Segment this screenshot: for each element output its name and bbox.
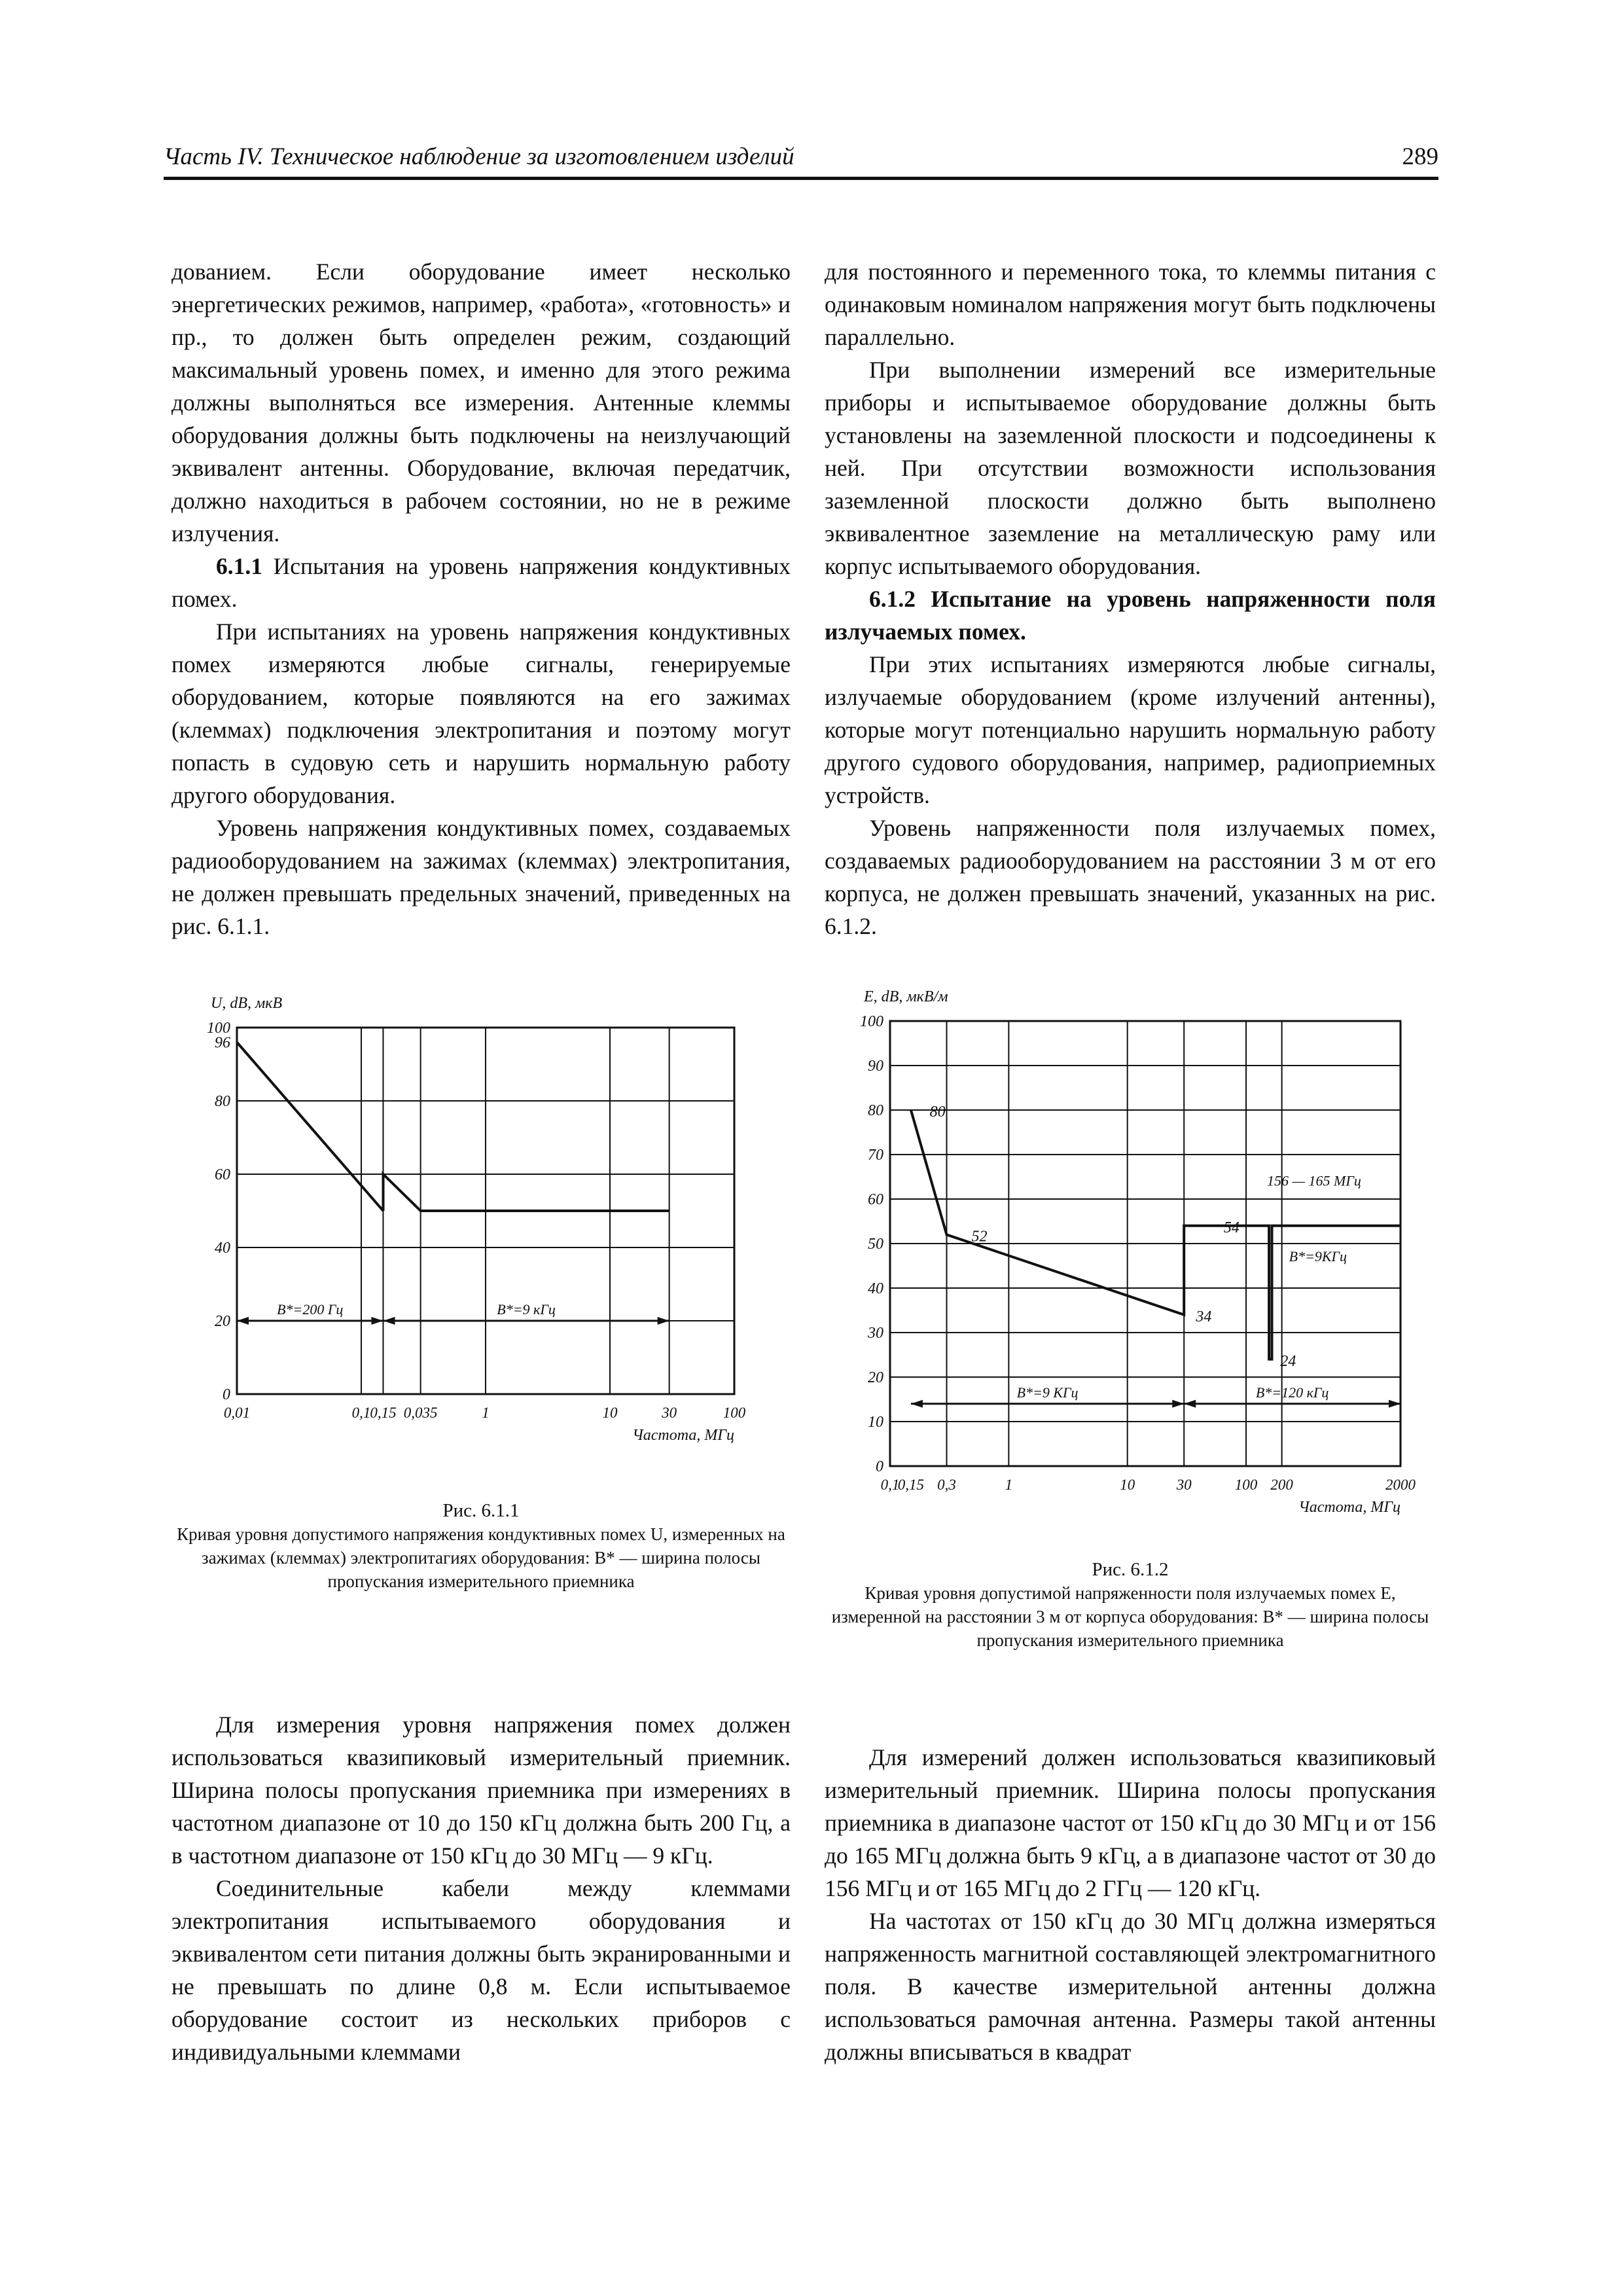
x-axis-label: Частота, МГц	[1298, 1499, 1400, 1516]
x-tick-label: 2000	[1385, 1477, 1416, 1493]
y-tick-label: 80	[215, 1093, 230, 1110]
x-tick-label: 200	[1270, 1477, 1293, 1493]
x-axis-label: Частота, МГц	[632, 1427, 734, 1444]
chart-conducted-emissions	[171, 982, 791, 1479]
x-tick-label: 0,1	[351, 1405, 371, 1421]
paragraph: При испытаниях на уровень напряжения кондуктивных помех измеряются любые сигналы, генерируемые оборудованием, которые появляются на его зажимах (клеммах) подключения электропитания и поэтому могут попасть в судовую сеть и нарушить нормальную работу другого оборудования.	[171, 619, 791, 808]
y-tick-label: 90	[868, 1058, 883, 1075]
y-tick-label: 30	[868, 1325, 883, 1342]
paragraph: Для измерений должен использоваться квазипиковый измерительный приемник. Ширина полосы пропускания приемника в диапазоне частот от 150 кГц до 30 МГц и от 156 до 165 МГц должна быть 9 кГц, а в диапазоне частот от 30 до 156 МГц и от 165 МГц до 2 ГГц — 120 кГц.	[825, 1744, 1436, 1901]
paragraph: При этих испытаниях измеряются любые сигналы, излучаемые оборудованием (кроме излучений антенны), которые могут потенциально нарушить нормальную работу другого судового оборудования, например, радиоприемных устройств.	[825, 651, 1436, 808]
y-tick-label: 0	[876, 1458, 883, 1475]
x-tick-label: 0,1	[880, 1477, 900, 1493]
annotation: 156 — 165 МГц	[1266, 1172, 1361, 1189]
section-number: 6.1.1	[216, 553, 262, 579]
section-heading-6-1-2	[825, 583, 1436, 648]
figure-number: Рис. 6.1.2	[1092, 1559, 1169, 1580]
x-tick-label: 30	[1176, 1477, 1192, 1493]
x-tick-label: 10	[602, 1405, 618, 1421]
x-tick-label: 30	[662, 1405, 677, 1421]
limit-curve	[383, 1174, 669, 1211]
arrow-head	[658, 1317, 669, 1325]
x-tick-label: 1	[482, 1405, 490, 1421]
figure-6-1-2-caption	[825, 1558, 1436, 1652]
arrow-head	[237, 1317, 249, 1325]
figure-6-1-2	[825, 982, 1436, 1541]
point-label: 34	[1196, 1308, 1212, 1325]
y-tick-label: 60	[215, 1166, 230, 1183]
left-column-top	[171, 255, 791, 942]
arrow-head	[1184, 1400, 1196, 1408]
paragraph: Уровень напряженности поля излучаемых помех, создаваемых радиооборудованием на расстоянии 3 м от его корпуса, не должен превышать значений, указанных на рис. 6.1.2.	[825, 815, 1436, 939]
arrow-head	[371, 1317, 383, 1325]
y-tick-label: 60	[868, 1191, 883, 1208]
point-label: 80	[929, 1103, 946, 1121]
figure-6-1-1-caption	[171, 1499, 791, 1593]
y-tick-label: 100	[860, 1013, 883, 1030]
chart-radiated-emissions	[825, 982, 1436, 1538]
point-label: 52	[971, 1228, 988, 1246]
y-tick-label: 70	[868, 1147, 883, 1164]
section-title: Испытания на уровень напряжения кондуктивных помех.	[171, 553, 791, 612]
x-tick-label: 1	[1005, 1477, 1013, 1493]
running-header	[164, 143, 1438, 180]
bandwidth-label: B*=9 кГц	[497, 1301, 556, 1318]
section-heading-6-1-1	[171, 550, 791, 615]
bandwidth-label: B*=200 Гц	[277, 1301, 344, 1318]
figure-6-1-1	[171, 982, 791, 1482]
x-tick-label: 10	[1120, 1477, 1135, 1493]
figure-number: Рис. 6.1.1	[442, 1500, 520, 1521]
x-tick-label: 0,01	[223, 1405, 251, 1421]
x-tick-label: 100	[722, 1405, 746, 1421]
x-tick-label: 100	[1234, 1477, 1258, 1493]
arrow-head	[1389, 1400, 1400, 1408]
arrow-head	[1172, 1400, 1184, 1408]
y-tick-label: 50	[868, 1236, 883, 1253]
y-tick-label: 20	[215, 1313, 230, 1330]
y-tick-label: 40	[868, 1280, 883, 1297]
paragraph: На частотах от 150 кГц до 30 МГц должна измеряться напряженность магнитной составляющей электромагнитного поля. В качестве измерительной антенны должна использоваться рамочная антенна. Размеры такой антенны должны вписываться в квадрат	[825, 1908, 1436, 2065]
bandwidth-label: B*=9 КГц	[1016, 1384, 1079, 1401]
arrow-head	[911, 1400, 923, 1408]
y-tick-label: 96	[215, 1034, 230, 1052]
figure-caption-text: Кривая уровня допустимой напряженности поля излучаемых помех E, измеренной на расстоянии 3 м от корпуса оборудования: B* — ширина полосы пропускания измерительного приемника	[831, 1583, 1429, 1650]
y-tick-label: 20	[868, 1369, 883, 1386]
y-tick-label: 0	[223, 1386, 230, 1403]
right-column-top	[825, 255, 1436, 942]
y-axis-label: U, dB, мкВ	[211, 995, 283, 1012]
y-tick-label: 40	[215, 1240, 230, 1257]
x-tick-label: 0,15	[897, 1477, 925, 1493]
arrow-head	[383, 1317, 395, 1325]
y-tick-label: 10	[868, 1414, 883, 1431]
paragraph: дованием. Если оборудование имеет несколько энергетических режимов, например, «работа», «готовность» и пр., то должен быть определен режим, создающий максимальный уровень помех, и именно для этого режима должны выполняться все измерения. Антенные клеммы оборудования должны быть подключены на неизлучающий эквивалент антенны. Оборудование, включая передатчик, должно находиться в рабочем состоянии, но не в режиме излучения.	[171, 259, 791, 547]
paragraph: Соединительные кабели между клеммами электропитания испытываемого оборудования и эквивалентом сети питания должны быть экранированными и не превышать по длине 0,8 м. Если испытываемое оборудование состоит из нескольких приборов с индивидуальными клеммами	[171, 1875, 791, 2065]
x-tick-label: 0,3	[937, 1477, 956, 1493]
y-axis-label: E, dB, мкВ/м	[864, 988, 948, 1005]
paragraph: для постоянного и переменного тока, то клеммы питания с одинаковым номиналом напряжения могут быть подключены параллельно.	[825, 259, 1436, 350]
x-tick-label: 0,035	[403, 1405, 438, 1421]
x-tick-label: 0,15	[370, 1405, 397, 1421]
section-title: Испытание на уровень напряженности поля излучаемых помех.	[825, 586, 1436, 645]
section-number: 6.1.2	[869, 586, 916, 612]
y-tick-label: 80	[868, 1102, 883, 1119]
left-column-bottom	[171, 1708, 791, 2068]
right-column-bottom	[825, 1741, 1436, 2068]
point-label: 54	[1223, 1219, 1240, 1236]
running-title: Часть IV. Техническое наблюдение за изготовлением изделий	[164, 143, 794, 170]
point-label: 24	[1280, 1352, 1296, 1370]
bandwidth-label: B*=120 кГц	[1255, 1384, 1329, 1401]
paragraph: При выполнении измерений все измерительные приборы и испытываемое оборудование должны быть установлены на заземленной плоскости и подсоединены к ней. При отсутствии возможности использования заземленной плоскости должно быть выполнено эквивалентное заземление на металлическую раму или корпус испытываемого оборудования.	[825, 357, 1436, 579]
paragraph: Для измерения уровня напряжения помех должен использоваться квазипиковый измерительный приемник. Ширина полосы пропускания приемника при измерениях в частотном диапазоне от 10 до 150 кГц должна быть 200 Гц, а в частотном диапазоне от 150 кГц до 30 МГц — 9 кГц.	[171, 1712, 791, 1869]
paragraph: Уровень напряжения кондуктивных помех, создаваемых радиооборудованием на зажимах (клеммах) электропитания, не должен превышать предельных значений, приведенных на рис. 6.1.1.	[171, 815, 791, 939]
annotation: B*=9КГц	[1289, 1248, 1347, 1265]
page-number: 289	[1402, 143, 1438, 170]
figure-caption-text: Кривая уровня допустимого напряжения кондуктивных помех U, измеренных на зажимах (клеммах) электропитагиях оборудования: B* — ширина полосы пропускания измерительного приемника	[177, 1524, 785, 1591]
y-tick-label: 100	[207, 1020, 230, 1037]
